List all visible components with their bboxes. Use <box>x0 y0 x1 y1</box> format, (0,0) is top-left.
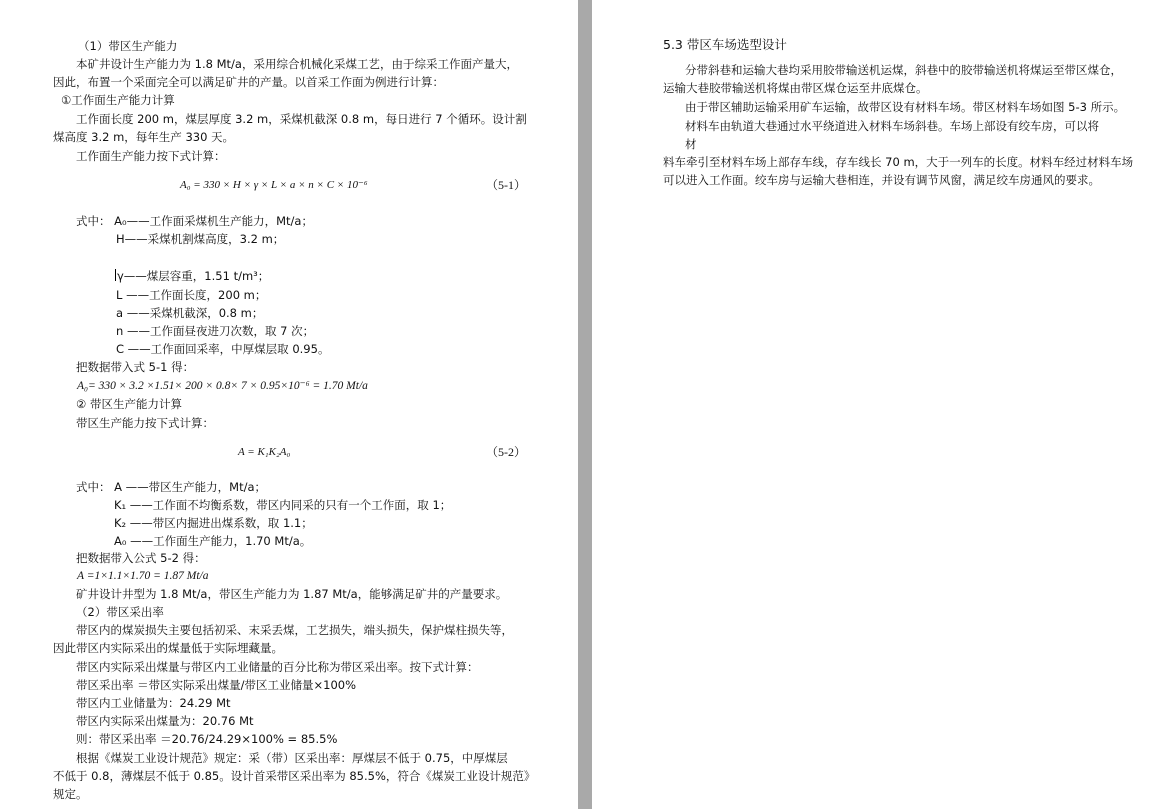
symbol-definition: 式中： A ——带区生产能力，Mt/a； <box>76 480 267 494</box>
symbol-definition: H——采煤机割煤高度，3.2 m； <box>116 232 285 246</box>
paragraph-line: 带区内工业储量为：24.29 Mt <box>76 696 231 710</box>
paragraph-line: 带区内实际采出煤量为：20.76 Mt <box>76 714 254 728</box>
item-heading-face-capacity: ①工作面生产能力计算 <box>61 93 175 107</box>
paragraph-line: 因此带区内实际采出的煤量低于实际埋藏量。 <box>53 641 283 655</box>
symbol-definition: 式中： A₀——工作面采煤机生产能力，Mt/a； <box>76 214 313 228</box>
paragraph-line: 煤高度 3.2 m，每年生产 330 天。 <box>53 130 235 144</box>
equation-number: （5-2） <box>486 445 526 459</box>
equation-number: （5-1） <box>486 178 526 192</box>
symbol-definition-text: γ——煤层容重，1.51 t/m³； <box>117 269 270 283</box>
equation-5-2: A = K₁K₂A₀ <box>238 446 291 458</box>
paragraph-line: 把数据带入式 5-1 得： <box>76 360 195 374</box>
paragraph-line: 根据《煤炭工业设计规范》规定：采（带）区采出率：厚煤层不低于 0.75，中厚煤层 <box>76 751 508 765</box>
right-document-page <box>592 0 1169 809</box>
paragraph-line: 分带斜巷和运输大巷均采用胶带输送机运煤，斜巷中的胶带输送机将煤运至带区煤仓， <box>685 63 1122 77</box>
section-heading: 5.3 带区车场选型设计 <box>663 37 787 52</box>
paragraph-line: 带区内的煤炭损失主要包括初采、末采丢煤，工艺损失，端头损失，保护煤柱损失等， <box>76 623 513 637</box>
text-cursor <box>115 269 116 281</box>
paragraph-line: 可以进入工作面。绞车房与运输大巷相连，并设有调节风窗，满足绞车房通风的要求。 <box>663 173 1100 187</box>
paragraph-line: 把数据带入公式 5-2 得： <box>76 551 206 565</box>
page-gutter <box>578 0 592 809</box>
symbol-definition: A₀ ——工作面生产能力，1.70 Mt/a。 <box>114 534 312 548</box>
paragraph-line: 本矿井设计生产能力为 1.8 Mt/a，采用综合机械化采煤工艺，由于综采工作面产量大， <box>76 57 518 71</box>
paragraph-line: 材 <box>685 137 697 151</box>
paragraph-line: 工作面生产能力按下式计算： <box>76 149 226 163</box>
subsection-title-recovery: （2）带区采出率 <box>76 605 164 619</box>
equation-5-1: A₀ = 330 × H × γ × L × a × n × C × 10⁻⁶ <box>180 179 368 191</box>
calculation-line: A₀= 330 × 3.2 ×1.51× 200 × 0.8× 7 × 0.95×10⁻⁶ = 1.70 Mt/a <box>77 380 368 392</box>
symbol-definition: a ——采煤机截深，0.8 m； <box>116 306 264 320</box>
symbol-definition: C ——工作面回采率，中厚煤层取 0.95。 <box>116 342 330 356</box>
paragraph-line: 矿井设计井型为 1.8 Mt/a，带区生产能力为 1.87 Mt/a，能够满足矿井的产量要求。 <box>76 587 508 601</box>
paragraph-line: 不低于 0.8，薄煤层不低于 0.85。设计首采带区采出率为 85.5%，符合《煤炭工业设计规范》 <box>53 769 536 783</box>
symbol-definition: K₁ ——工作面不均衡系数，带区内同采的只有一个工作面，取 1； <box>114 498 452 512</box>
paragraph-line: 材料车由轨道大巷通过水平绕道进入材料车场斜巷。车场上部设有绞车房，可以将 <box>685 119 1099 133</box>
calculation-line: A =1×1.1×1.70 = 1.87 Mt/a <box>77 570 209 582</box>
paragraph-line: 料车牵引至材料车场上部存车线，存车线长 70 m，大于一列车的长度。材料车经过材料车场 <box>663 155 1134 169</box>
paragraph-line: 带区内实际采出煤量与带区内工业储量的百分比称为带区采出率。按下式计算： <box>76 660 479 674</box>
paragraph-line: 由于带区辅助运输采用矿车运输，故带区设有材料车场。带区材料车场如图 5-3 所示。 <box>685 100 1126 114</box>
symbol-definition: n ——工作面昼夜进刀次数，取 7 次； <box>116 324 315 338</box>
paragraph-line: 运输大巷胶带输送机将煤由带区煤仓运至井底煤仓。 <box>663 81 928 95</box>
paragraph-line: 规定。 <box>53 787 88 801</box>
left-document-page <box>0 0 578 809</box>
paragraph-line: 则：带区采出率 ＝20.76/24.29×100% = 85.5% <box>76 732 338 746</box>
symbol-definition: L ——工作面长度，200 m； <box>116 288 267 302</box>
paragraph-line: 带区生产能力按下式计算： <box>76 416 214 430</box>
paragraph-line: 工作面长度 200 m，煤层厚度 3.2 m，采煤机截深 0.8 m，每日进行 7 个循环。设计割 <box>76 112 527 126</box>
symbol-definition: K₂ ——带区内掘进出煤系数，取 1.1； <box>114 516 313 530</box>
subsection-title-capacity: （1）带区生产能力 <box>78 39 178 53</box>
formula-line: 带区采出率 ＝带区实际采出煤量/带区工业储量×100% <box>76 678 357 692</box>
symbol-definition <box>115 269 269 284</box>
item-heading-district-capacity: ② 带区生产能力计算 <box>76 397 182 411</box>
paragraph-line: 因此，布置一个采面完全可以满足矿井的产量。以首采工作面为例进行计算： <box>53 75 444 89</box>
